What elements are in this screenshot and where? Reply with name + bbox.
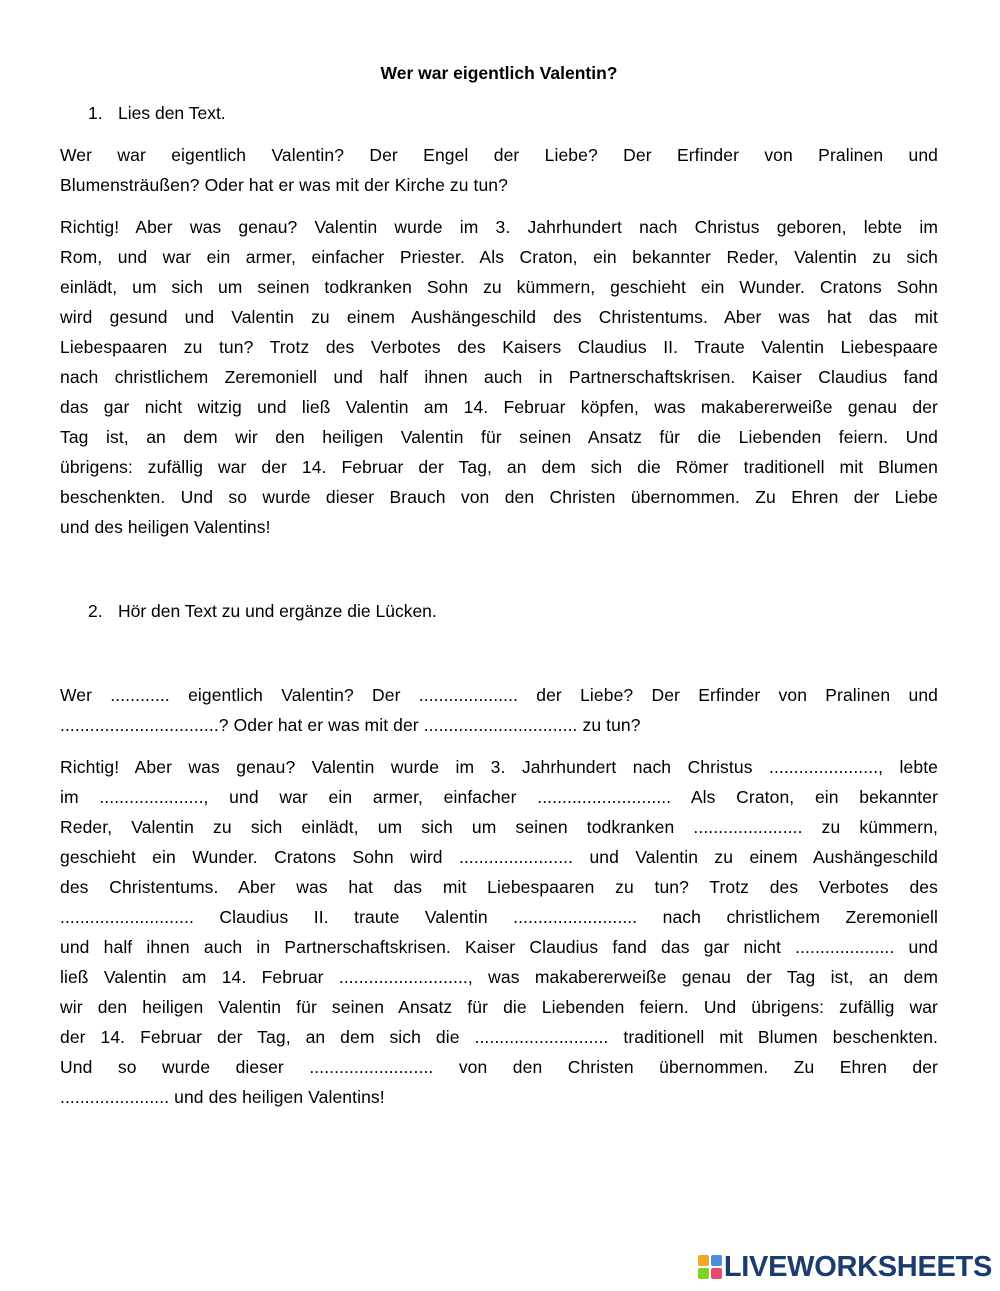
task-1-number: 1. [88,103,103,123]
reading-body-paragraph [60,212,938,542]
gap-text-line[interactable]: im ....................., und war ein armer, einfacher ........................... Als Craton, ein bekannter [60,787,938,807]
gap-fill-body-paragraph [60,752,938,1112]
logo-wordmark: LIVEWORKSHEETS [723,1250,992,1283]
text-line: nach christlichem Zeremoniell und half ihnen auch in Partnerschaftskrisen. Kaiser Claudius fand [60,367,938,387]
task-2-text: Hör den Text zu und ergänze die Lücken. [118,601,437,621]
text-line: beschenkten. Und so wurde dieser Brauch von den Christen übernommen. Zu Ehren der Liebe [60,487,938,507]
gap-text-line: des Christentums. Aber was hat das mit Liebespaaren zu tun? Trotz des Verbotes des [60,877,938,897]
gap-text-line[interactable]: ließ Valentin am 14. Februar .........................., was makabererweiße genau der Tag ist, an dem [60,967,938,987]
text-line: Liebespaaren zu tun? Trotz des Verbotes des Kaisers Claudius II. Traute Valentin Liebespaare [60,337,938,357]
gap-text-line[interactable]: und half ihnen auch in Partnerschaftskrisen. Kaiser Claudius fand das gar nicht .................... und [60,937,938,957]
text-line: Richtig! Aber was genau? Valentin wurde im 3. Jahrhundert nach Christus geboren, lebte im [60,217,938,237]
text-line: einlädt, um sich um seinen todkranken Sohn zu kümmern, geschieht ein Wunder. Cratons Sohn [60,277,938,297]
liveworksheets-logo-icon [698,1255,722,1279]
text-line: übrigens: zufällig war der 14. Februar der Tag, an dem sich die Römer traditionell mit Blumen [60,457,938,477]
liveworksheets-logo [698,1252,992,1282]
task-2-instruction [60,596,938,626]
gap-text-line[interactable]: Reder, Valentin zu sich einlädt, um sich um seinen todkranken ...................... zu kümmern, [60,817,938,837]
gap-text-line[interactable]: der 14. Februar der Tag, an dem sich die ........................... traditionell mit Blumen beschenkten. [60,1027,938,1047]
task-1-instruction [60,98,938,128]
gap-text-line[interactable]: Richtig! Aber was genau? Valentin wurde im 3. Jahrhundert nach Christus ......................, lebte [60,757,938,777]
gap-text-line[interactable]: ...................... und des heiligen Valentins! [60,1087,385,1107]
page-title: Wer war eigentlich Valentin? [380,63,618,83]
worksheet-page [60,58,938,1112]
gap-text-line[interactable]: ................................? Oder hat er was mit der ............................... zu tun? [60,715,641,735]
text-line: und des heiligen Valentins! [60,517,271,537]
task-1-text: Lies den Text. [118,103,226,123]
gap-text-line[interactable]: geschieht ein Wunder. Cratons Sohn wird ....................... und Valentin zu einem Aushängeschild [60,847,938,867]
gap-text-line[interactable]: Und so wurde dieser ......................... von den Christen übernommen. Zu Ehren der [60,1057,938,1077]
gap-text-line: wir den heiligen Valentin für seinen Ansatz für die Liebenden feiern. Und übrigens: zufällig war [60,997,938,1017]
text-line: das gar nicht witzig und ließ Valentin am 14. Februar köpfen, was makabererweiße genau der [60,397,938,417]
text-line: Blumensträußen? Oder hat er was mit der Kirche zu tun? [60,175,508,195]
gap-fill-intro-paragraph [60,680,938,740]
text-line: Rom, und war ein armer, einfacher Priester. Als Craton, ein bekannter Reder, Valentin zu sich [60,247,938,267]
logo-tile [711,1255,722,1266]
text-line: Tag ist, an dem wir den heiligen Valentin für seinen Ansatz für die Liebenden feiern. Und [60,427,938,447]
logo-tile [698,1255,709,1266]
logo-tile [698,1268,709,1279]
text-line: Wer war eigentlich Valentin? Der Engel der Liebe? Der Erfinder von Pralinen und [60,145,938,165]
reading-intro-paragraph [60,140,938,200]
gap-text-line[interactable]: ........................... Claudius II. traute Valentin ......................... nach christlichem Zeremoniell [60,907,938,927]
logo-tile [711,1268,722,1279]
text-line: wird gesund und Valentin zu einem Aushängeschild des Christentums. Aber was hat das mit [60,307,938,327]
task-2-number: 2. [88,601,103,621]
gap-text-line[interactable]: Wer ............ eigentlich Valentin? Der .................... der Liebe? Der Erfinder von Pralinen und [60,685,938,705]
